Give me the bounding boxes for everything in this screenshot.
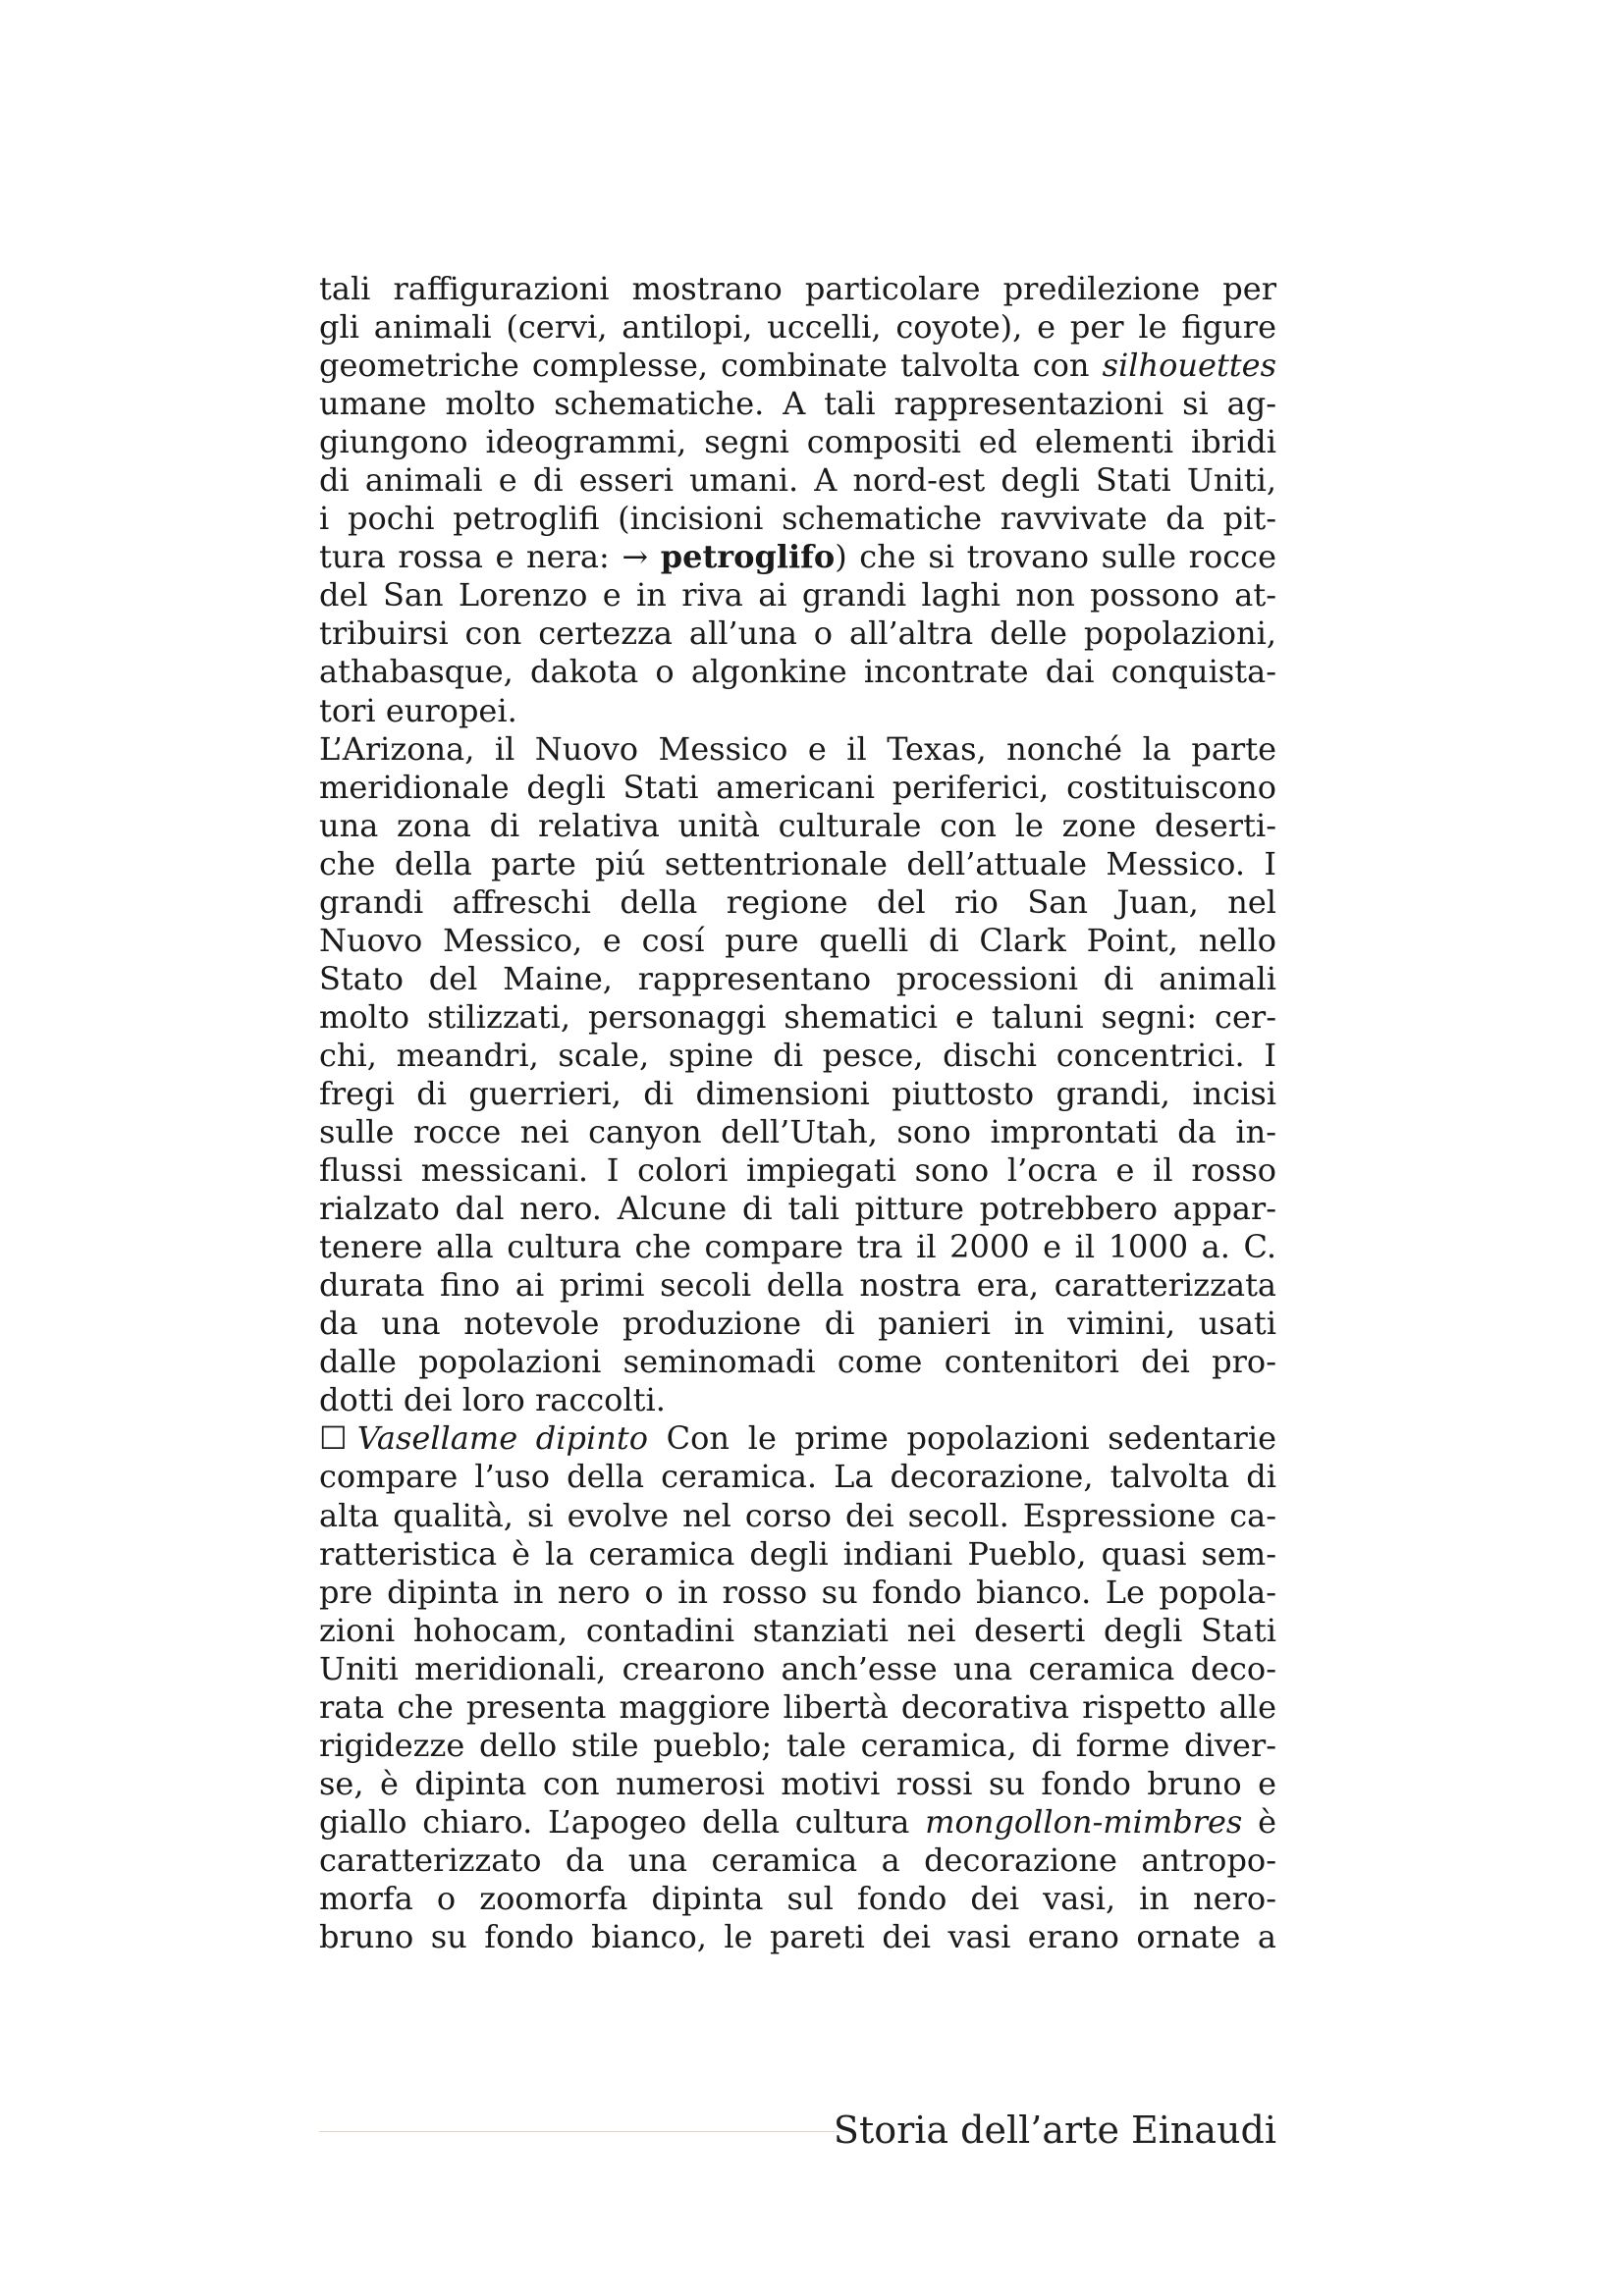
text-line: rigidezze dello stile pueblo; tale ceramica, di forme diver- — [319, 1726, 1276, 1764]
text-line: giungono ideogrammi, segni compositi ed elementi ibridi — [319, 423, 1276, 461]
text-line: bruno su fondo bianco, le pareti dei vasi erano ornate a — [319, 1918, 1276, 1956]
text-line: una zona di relativa unità culturale con le zone deserti- — [319, 806, 1276, 844]
text-span: tura rossa e nera: → — [319, 538, 649, 576]
text-line: Stato del Maine, rappresentano processioni di animali — [319, 959, 1276, 997]
text-line: athabasque, dakota o algonkine incontrate dai conquista- — [319, 653, 1276, 691]
text-line: gli animali (cervi, antilopi, uccelli, coyote), e per le figure — [319, 308, 1276, 347]
text-span: geometriche complesse, combinate talvolta con — [319, 347, 1090, 385]
text-line: che della parte piú settentrionale dell’attuale Messico. I — [319, 844, 1276, 882]
text-line: caratterizzato da una ceramica a decorazione antropo- — [319, 1841, 1276, 1879]
text-line: da una notevole produzione di panieri in vimini, usati — [319, 1305, 1276, 1343]
footer-divider — [319, 2131, 839, 2132]
text-line: se, è dipinta con numerosi motivi rossi su fondo bruno e — [319, 1764, 1276, 1802]
text-line — [319, 347, 1276, 385]
text-line: durata fino ai primi secoli della nostra era, caratterizzata — [319, 1266, 1276, 1305]
text-line: Uniti meridionali, crearono anch’esse una ceramica deco- — [319, 1649, 1276, 1687]
text-line: tori europei. — [319, 691, 517, 729]
text-line — [319, 1419, 1276, 1458]
text-line: flussi messicani. I colori impiegati sono l’ocra e il rosso — [319, 1151, 1276, 1190]
text-line: L’Arizona, il Nuovo Messico e il Texas, nonché la parte — [319, 729, 1276, 768]
italic-term: mongollon-mimbres — [925, 1802, 1243, 1841]
text-line: pre dipinta in nero o in rosso su fondo bianco. Le popola- — [319, 1573, 1276, 1611]
section-heading: Vasellame dipinto — [356, 1419, 648, 1458]
text-line: Nuovo Messico, e cosí pure quelli di Clark Point, nello — [319, 921, 1276, 959]
text-line: tribuirsi con certezza all’una o all’altra delle popolazioni, — [319, 614, 1276, 653]
text-line — [319, 1803, 1276, 1842]
cross-reference-link[interactable]: petroglifo — [660, 538, 836, 576]
text-line: grandi affreschi della regione del rio San Juan, nel — [319, 882, 1276, 921]
text-span: ) che si trovano sulle rocce — [835, 538, 1277, 576]
text-line: umane molto schematiche. A tali rappresentazioni si ag- — [319, 385, 1276, 423]
text-line: rialzato dal nero. Alcune di tali pitture potrebbero appar- — [319, 1190, 1276, 1228]
text-line: ratteristica è la ceramica degli indiani Pueblo, quasi sem- — [319, 1534, 1276, 1573]
text-line: dotti dei loro raccolti. — [319, 1381, 666, 1419]
text-line: fregi di guerrieri, di dimensioni piuttosto grandi, incisi — [319, 1074, 1276, 1112]
text-line: tali raffigurazioni mostrano particolare predilezione per — [319, 270, 1276, 307]
text-line — [319, 538, 1276, 576]
text-line: zioni hohocam, contadini stanziati nei deserti degli Stati — [319, 1611, 1276, 1649]
page-body — [319, 270, 1276, 1956]
text-line: molto stilizzati, personaggi shematici e taluni segni: cer- — [319, 997, 1276, 1036]
text-line: i pochi petroglifi (incisioni schematiche ravvivate da pit- — [319, 500, 1276, 538]
text-line: meridionale degli Stati americani periferici, costituiscono — [319, 768, 1276, 806]
text-span: Con le prime popolazioni sedentarie — [666, 1419, 1277, 1458]
section-marker-icon: ☐ — [319, 1419, 348, 1458]
text-line: sulle rocce nei canyon dell’Utah, sono improntati da in- — [319, 1113, 1276, 1151]
text-line: morfa o zoomorfa dipinta sul fondo dei vasi, in nero- — [319, 1879, 1276, 1917]
footer-title: Storia dell’arte Einaudi — [833, 2109, 1276, 2152]
text-span: è — [1258, 1802, 1277, 1841]
text-line: dalle popolazioni seminomadi come contenitori dei pro- — [319, 1343, 1276, 1381]
page-footer — [319, 2101, 1276, 2160]
text-line: alta qualità, si evolve nel corso dei secoll. Espressione ca- — [319, 1496, 1276, 1534]
text-span: giallo chiaro. L’apogeo della cultura — [319, 1802, 910, 1841]
italic-term: silhouettes — [1102, 347, 1277, 385]
text-line: chi, meandri, scale, spine di pesce, dischi concentrici. I — [319, 1036, 1276, 1074]
text-line: del San Lorenzo e in riva ai grandi laghi non possono at- — [319, 576, 1276, 614]
text-line: rata che presenta maggiore libertà decorativa rispetto alle — [319, 1687, 1276, 1726]
text-line: compare l’uso della ceramica. La decorazione, talvolta di — [319, 1458, 1276, 1496]
text-line: di animali e di esseri umani. A nord-est degli Stati Uniti, — [319, 461, 1276, 500]
text-line: tenere alla cultura che compare tra il 2000 e il 1000 a. C. — [319, 1228, 1276, 1266]
